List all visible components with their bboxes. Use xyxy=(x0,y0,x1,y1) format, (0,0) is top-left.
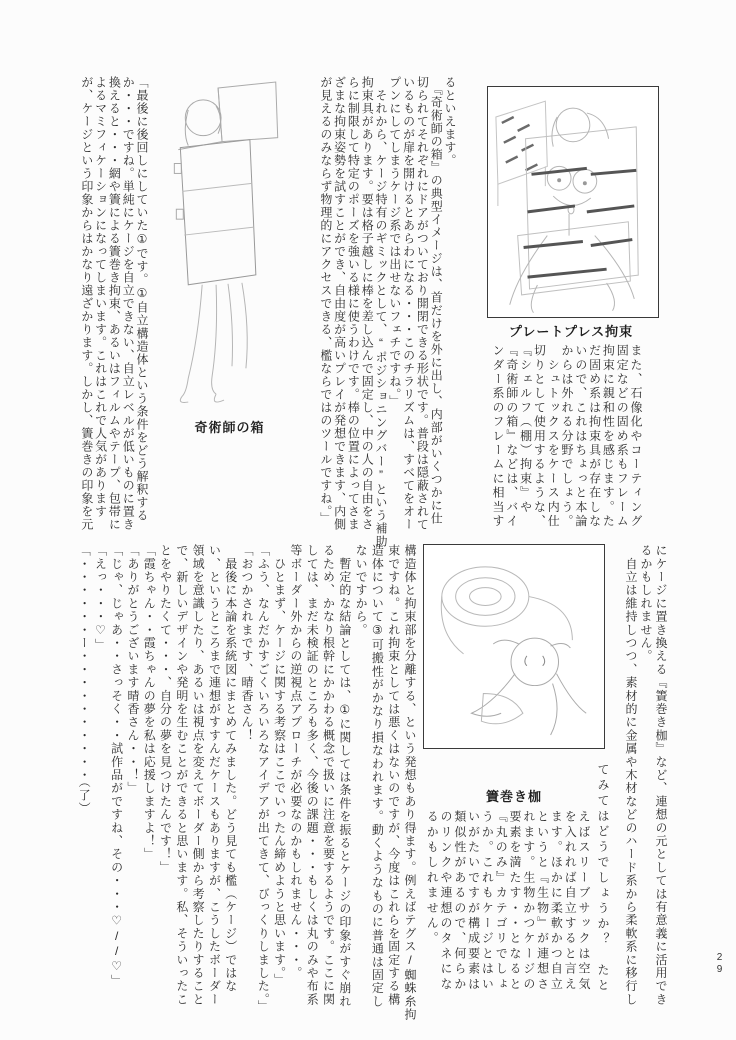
text-column: 束ですね。これ拘束としては悪くはないのですが、今度はこれらを固定する構 xyxy=(386,544,401,1006)
text-column: とをやりたくて・・・、自分の夢を見つけたんです！」 xyxy=(158,544,173,874)
text-block-bottom-left xyxy=(74,544,418,1022)
magicians-box-sketch xyxy=(158,80,303,413)
plate-press-caption: プレートプレス拘束 xyxy=(508,324,634,339)
text-column: 暫定的な結論としては、①に関しては条件を振るとケージの印象がすぐ崩れ xyxy=(337,544,352,1008)
text-column: てみてはどうでしょうか？ たと xyxy=(596,763,610,994)
text-column: 「ふう、なんだかすごくいろいろなアイデアが出てきて、びっくりしました。」 xyxy=(256,544,271,1014)
text-block-top-right xyxy=(490,344,642,536)
magicians-box-illustration xyxy=(158,80,303,413)
text-column: 固定などの固め系もフレーム xyxy=(615,344,630,529)
text-column: 造体について③可搬性がかなり損なわれます。動くようなものに普通は固定し xyxy=(370,544,385,1008)
text-column: いので、これはちょっと本論 xyxy=(573,344,588,529)
text-column: 要素を満たす・・となると xyxy=(508,810,523,993)
text-block-top-left-a xyxy=(318,76,457,548)
text-column: 『奇術師の箱』などは、バイ xyxy=(504,344,519,529)
text-column: 換えると・・・網や簀による簀巻き拘束、あるいはフィルムやテープ、包帯に xyxy=(107,76,122,531)
text-column: が、ケージという印象からはかなり遠ざかります。しかし、簀巻きの印象を元 xyxy=(79,76,94,531)
text-column: プンにしてしまうケージ系では出せないフェチですね。」 xyxy=(387,76,402,408)
text-column: 「霞ちゃん・・霞ちゃんの夢を私は応援しますよ！」 xyxy=(142,544,157,861)
text-column: 切られてそれぞれにドアがついており開閉できる形状です。普段は隠蔽されて xyxy=(415,76,430,531)
text-column: を入れれば自立すると言え xyxy=(563,810,578,993)
text-column: 自立は維持しつつ、素材的に金属や木材などのハード系から柔軟系に移行し xyxy=(624,544,638,1006)
text-column: 「じゃ、じゃあ・・さっそく・・試作品がですね、その・・・♡//♡」 xyxy=(109,544,124,988)
plate-press-illustration xyxy=(487,86,659,318)
text-column: 切りとして使用するような、 xyxy=(532,344,547,529)
text-column: るといえます。 xyxy=(443,76,457,167)
text-column: からは外れる分野でしょう。 xyxy=(560,344,575,529)
text-column: えばスリーブサックは空気 xyxy=(577,810,591,993)
text-column: シュトックスをケース内仕 xyxy=(546,344,561,529)
text-column: 領域を意識したり、あるいは視点を変えてボーダー側から考察したりすること xyxy=(191,544,206,1006)
plate-press-sketch xyxy=(488,87,658,317)
text-column: のリンクや連想のタネにな xyxy=(439,810,454,993)
text-block-bottom-mid xyxy=(424,810,590,1012)
magicians-box-caption: 奇術師の箱 xyxy=(194,420,265,435)
text-column: ざまな拘束姿勢を試すことができ、自由度が高いプレイが発想できます、内側 xyxy=(332,76,347,531)
text-column: うか。これもケージとはい xyxy=(480,810,495,993)
text-column: ます。ほかに柔軟かつ自立 xyxy=(549,810,564,993)
text-column: というと『生物』が連想さ xyxy=(535,810,550,993)
text-column: 構造体と拘束部を分離する、という発想もあり得ます。例えばテグス/蜘蛛糸拘 xyxy=(403,544,417,1022)
text-column: 最後に本論を系統図にまとめてみました。どう見ても檻（ケージ）ではな xyxy=(223,544,238,993)
text-column: ないですから。 xyxy=(354,544,369,637)
text-column: ンダー系のフレームに相当す xyxy=(491,344,506,529)
text-column: ひとまず、ケージに関する考察はここでいったん締めようと思います。」 xyxy=(272,544,287,987)
text-column: 「ありがとうございます晴香さん・・！」 xyxy=(125,544,140,795)
text-column: るかもしれません。 xyxy=(639,544,653,663)
text-column: 『奇術師の箱』の典型イメージは、首だけを外に出し、内部がいくつかに仕 xyxy=(429,76,444,525)
sumaki-illustration xyxy=(423,544,605,749)
text-column: それから、ケージ特有のギミックとして、“ポジショニングバー”という補助 xyxy=(374,76,389,548)
text-column: いがたいですが構成要素は xyxy=(466,810,481,993)
page-number: 29 xyxy=(714,952,725,976)
text-column: 「えっ・・・♡」 xyxy=(93,544,108,652)
text-column: 『シェルフ（棚）拘束』や xyxy=(518,344,533,515)
text-column: 「おつかされまです、晴香さん！ xyxy=(240,544,255,742)
text-column: よるマミフィケーションになってしまいます。これはこれで人気があります xyxy=(93,76,108,518)
text-column: か・・・ですね。単純にケージを自立できない、自立レベルが低いものに置き xyxy=(121,76,136,531)
text-column: にケージに置き換える『簀巻き枷』など、連想の元としては有意義に活用でき xyxy=(654,544,668,1006)
text-column: れます。生物かつケージの xyxy=(521,810,536,993)
text-column: 「最後に後回しにしていた①です。①自立構造体という条件をどう解釈する xyxy=(135,76,149,522)
text-block-bottom-right xyxy=(618,544,668,1010)
text-column: 拘束具があります。要は格子越しに棒を差し込んで固定し、中の人の自由をさ xyxy=(360,76,375,531)
text-column: るかもしれません。 xyxy=(425,810,440,947)
text-column: らに制限して特定のポーズを強いる様に使うわけです。棒の位置によってさま xyxy=(346,76,361,531)
text-column: で、新しいデザインや発明を生むことができると思います。私、そういったこ xyxy=(174,544,189,1006)
text-column: いるものが扉を開けるとあらわになる・・・このチラリズムは、すべてをオー xyxy=(401,76,416,531)
text-column: 「・・・・・・ー・・・・・・・・・・（了） xyxy=(77,544,92,816)
sumaki-caption: 簀巻き枷 xyxy=(485,789,542,804)
text-block-top-left-b xyxy=(78,76,148,538)
text-column: 等ボーダー外からの逆視点アプローチが必要なのかもしれません・・・。 xyxy=(288,544,303,980)
text-column: が見えるのみならず物理的にアクセスできる、檻ならではのツールですね。」 xyxy=(318,76,333,525)
text-column: 拘束に親和性を感じます。た xyxy=(601,344,616,529)
sumaki-sketch xyxy=(424,545,604,748)
text-column: また、石像化やコーティング xyxy=(629,344,643,529)
text-column: い、というところまで連想がすすんだケースもありますが、こうしたボーダー xyxy=(207,544,222,1006)
text-column: 『丸のみ』カテゴリでしょ xyxy=(494,810,509,993)
text-column: だ固め系は拘束具が存在しな xyxy=(587,344,602,529)
text-column: るため、かなり根幹にかかわる概念で扱いに注意を要するようです。ここに関 xyxy=(321,544,336,1006)
text-column: 類似性があるので、何らか xyxy=(452,810,467,993)
text-column: しては、まだ未検証のところも多く、今後の課題・・・もしくは丸のみや布系 xyxy=(305,544,320,1006)
